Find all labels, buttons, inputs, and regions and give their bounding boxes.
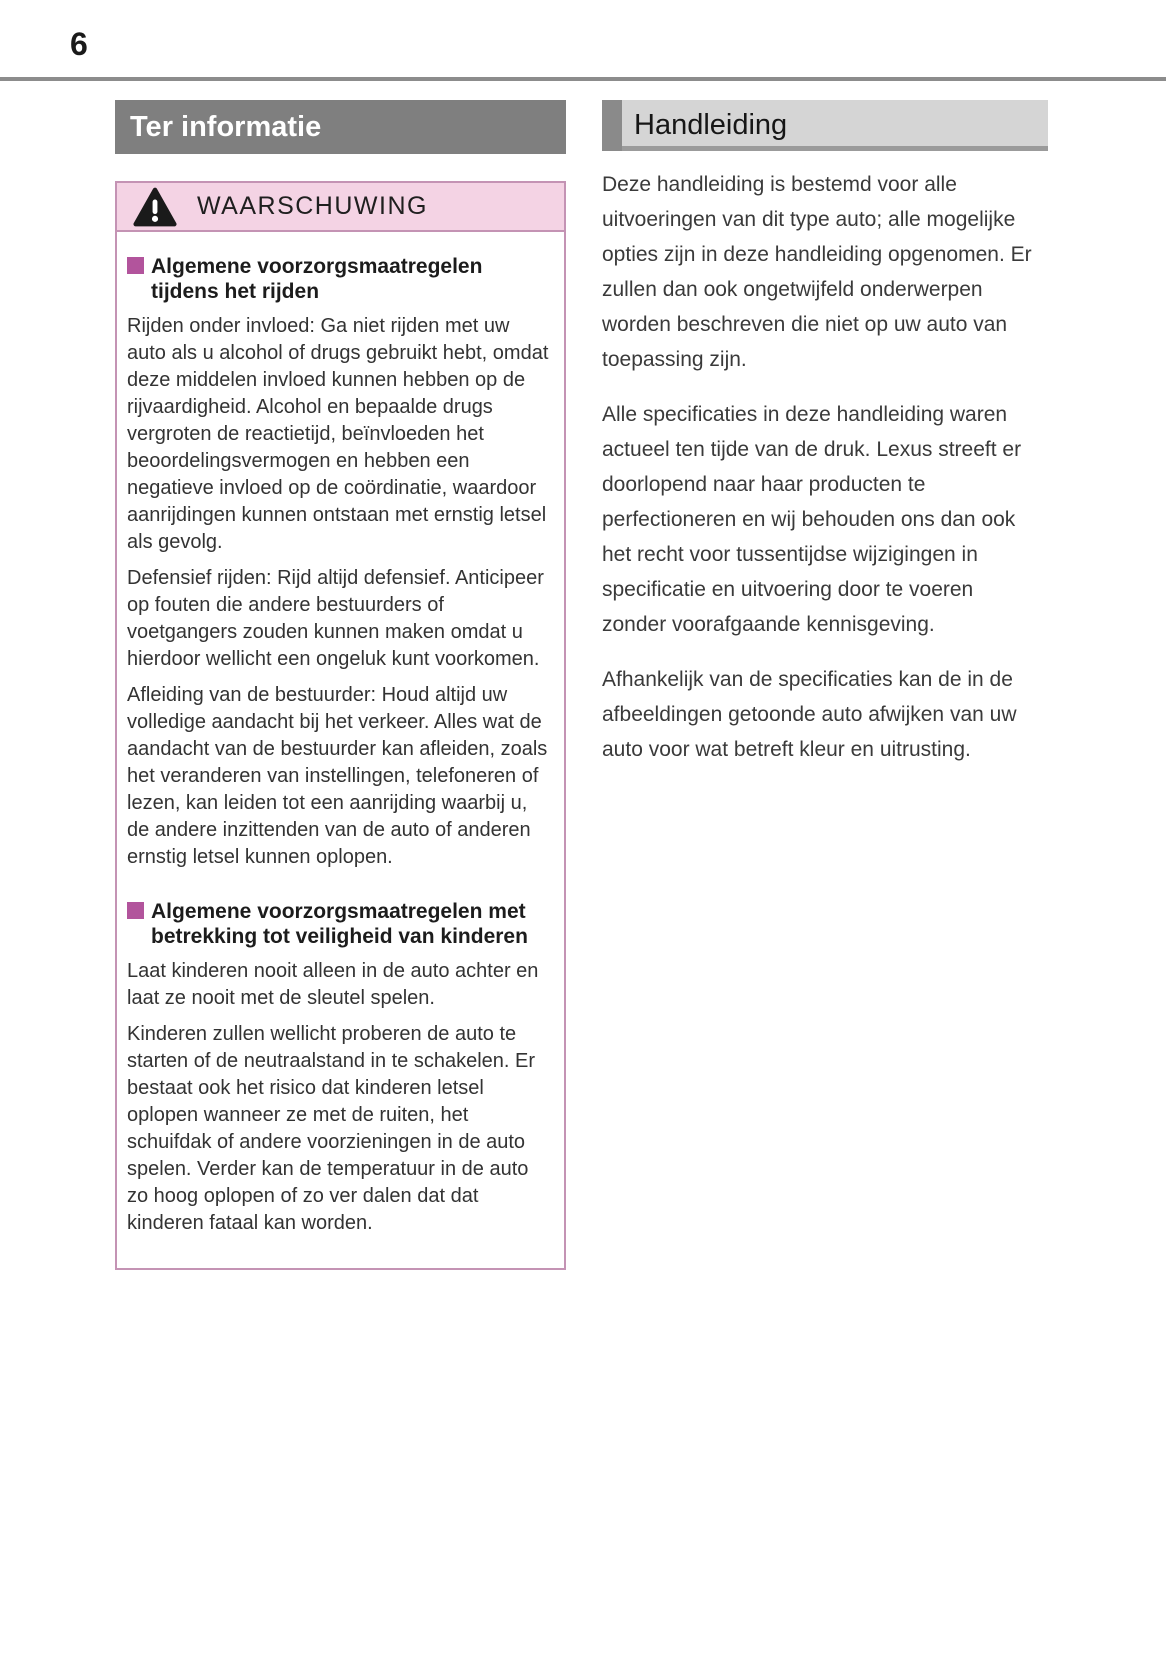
left-column xyxy=(115,100,566,1270)
body-paragraph: Deze handleiding is bestemd voor alle uitvoeringen van dit type auto; alle mogelijke opties zijn in deze handleiding opgenomen. Er zullen dan ook ongetwijfeld onderwerpen worden beschreven die niet op uw auto van toepassing zijn. xyxy=(602,173,1032,371)
warning-section-heading-text: Algemene voorzorgsmaatregelen tijdens het rijden xyxy=(151,255,483,303)
warning-section-heading xyxy=(127,254,552,304)
warning-section-heading-text: Algemene voorzorgsmaatregelen met betrekking tot veiligheid van kinderen xyxy=(151,900,528,948)
warning-paragraph: Rijden onder invloed: Ga niet rijden met uw auto als u alcohol of drugs gebruikt hebt, omdat deze middelen invloed kunnen hebben op de rijvaardigheid. Alcohol en bepaalde drugs vergroten de reactietijd, beïnvloeden het beoordelingsvermogen en hebben een negatieve invloed op de coördinatie, waardoor aanrijdingen kunnen ontstaan met ernstig letsel als gevolg. xyxy=(127,315,549,553)
right-column xyxy=(602,100,1048,1270)
page-content xyxy=(115,100,1048,1270)
warning-paragraph: Laat kinderen nooit alleen in de auto achter en laat ze nooit met de sleutel spelen. xyxy=(127,960,539,1009)
section-bullet-icon xyxy=(127,257,144,274)
warning-paragraph: Afleiding van de bestuurder: Houd altijd uw volledige aandacht bij het verkeer. Alles wat de aandacht van de bestuurder kan afleiden, zoals het veranderen van instellingen, telefoneren of lezen, kan leiden tot een aanrijding waarbij u, de andere inzittenden van de auto of anderen ernstig letsel kunnen oplopen. xyxy=(127,684,548,868)
page-section-title: Handleiding xyxy=(634,109,788,141)
body-paragraph: Afhankelijk van de specificaties kan de in de afbeeldingen getoonde auto afwijken van uw auto voor wat betreft kleur en uitrusting. xyxy=(602,668,1017,761)
warning-header xyxy=(117,183,564,232)
warning-paragraph: Kinderen zullen wellicht proberen de auto te starten of de neutraalstand in te schakelen. Er bestaat ook het risico dat kinderen letsel oplopen wanneer ze met de ruiten, het schuifdak of andere voorzieningen in de auto spelen. Verder kan de temperatuur in de auto zo hoog oplopen of zo ver dalen dat dat kinderen fataal kan worden. xyxy=(127,1023,536,1234)
warning-paragraph: Defensief rijden: Rijd altijd defensief. Anticipeer op fouten die andere bestuurders of voetgangers zouden kunnen maken omdat u hierdoor wellicht een ongeluk kunt voorkomen. xyxy=(127,567,544,670)
warning-body xyxy=(117,232,564,1268)
body-paragraph: Alle specificaties in deze handleiding waren actueel ten tijde van de druk. Lexus streeft er doorlopend naar haar producten te perfectioneren en wij behouden ons dan ook het recht voor tussentijdse wijzigingen in specificatie en uitvoering door te voeren zonder voorafgaande kennisgeving. xyxy=(602,403,1022,636)
section-bar-ter-informatie: Ter informatie xyxy=(115,100,566,154)
header-rule xyxy=(0,77,1166,81)
warning-box xyxy=(115,181,566,1270)
section-bullet-icon xyxy=(127,902,144,919)
title-accent-bar xyxy=(602,100,622,151)
page-number: 6 xyxy=(70,26,88,62)
handleiding-title-bar xyxy=(602,100,1048,151)
warning-section-heading xyxy=(127,899,552,949)
warning-triangle-icon xyxy=(133,187,177,227)
warning-title: WAARSCHUWING xyxy=(197,192,428,220)
